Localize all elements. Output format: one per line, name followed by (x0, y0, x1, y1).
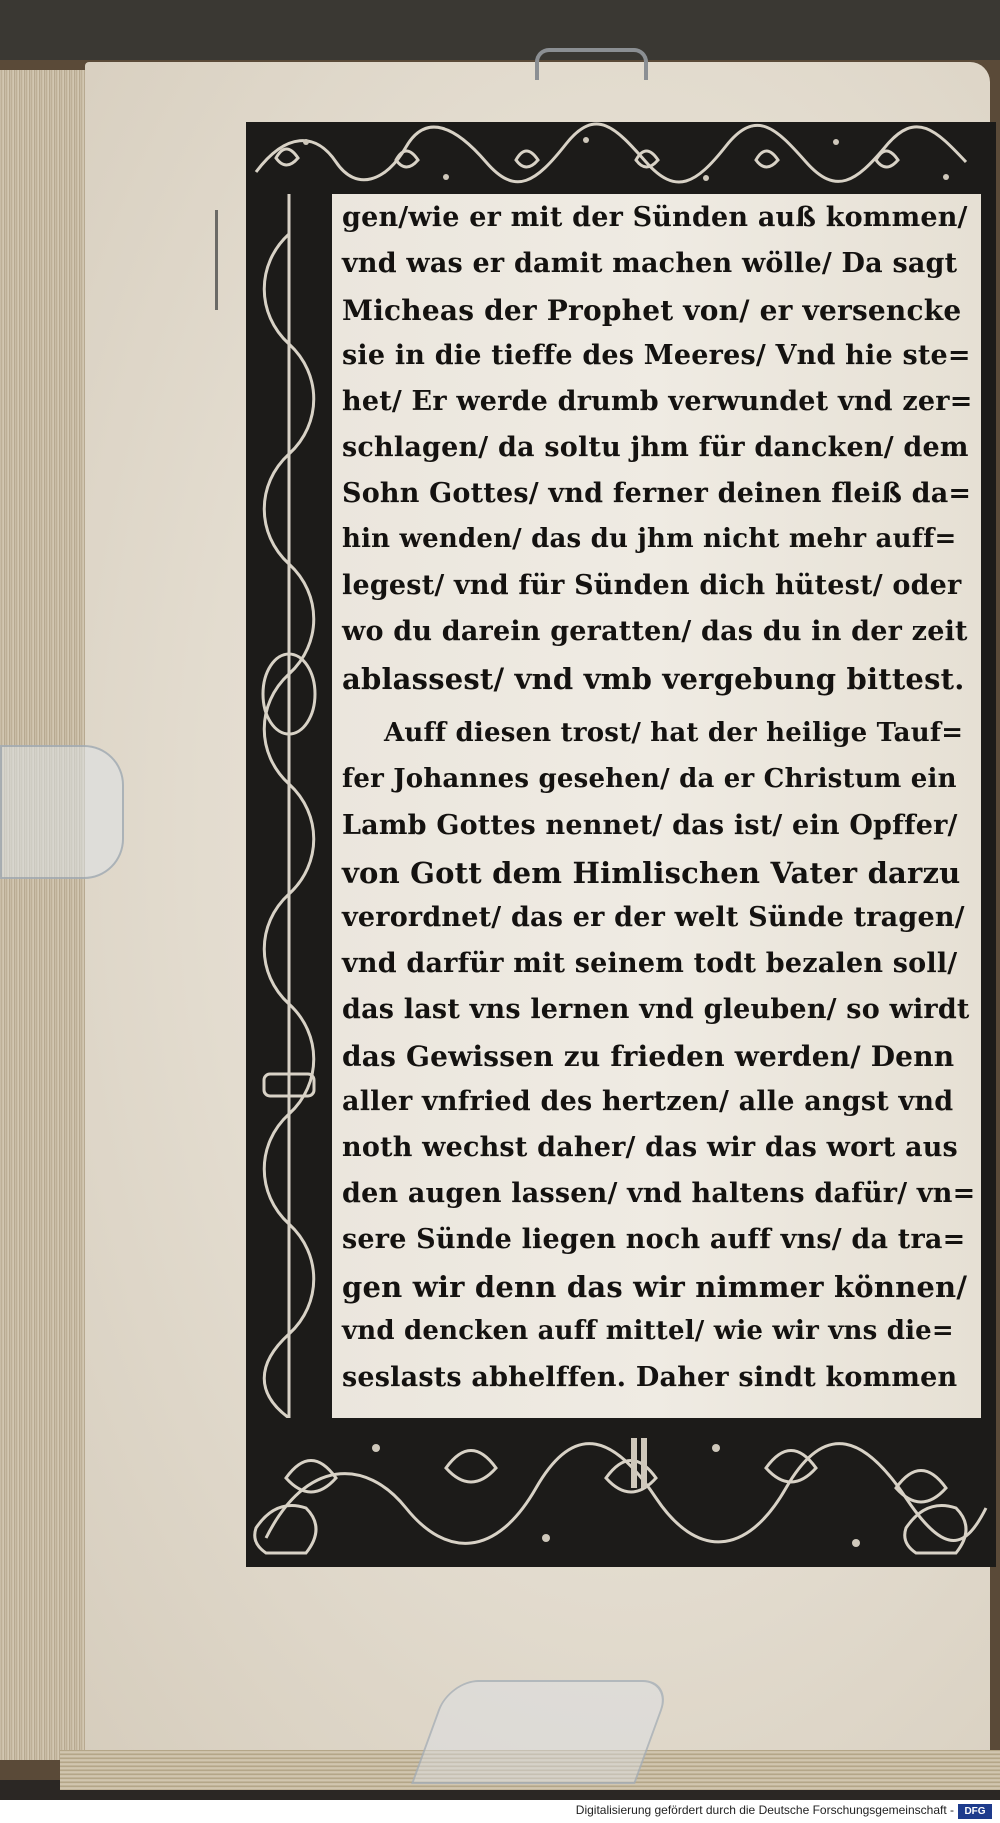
text-line-4: sie in die tieffe des Meeres/ Vnd hie ste= (342, 340, 971, 371)
text-line-19: das Gewissen zu frieden werden/ Denn (342, 1040, 955, 1073)
text-line-6: schlagen/ da soltu jhm für dancken/ dem (342, 432, 969, 463)
text-line-26: seslasts abhelffen. Daher sindt kommen (342, 1362, 958, 1393)
text-line-1: gen/wie er mit der Sünden auß kommen/ (342, 202, 968, 233)
ornamental-frame (246, 122, 996, 1567)
text-line-11: ablassest/ vnd vmb vergebung bittest. (342, 662, 965, 696)
text-line-22: den augen lassen/ vnd haltens dafür/ vn= (342, 1178, 976, 1209)
text-line-8: hin wenden/ das du jhm nicht mehr auff= (342, 524, 957, 554)
page-clip-top (535, 48, 648, 80)
digitization-credit: Digitalisierung gefördert durch die Deutsche Forschungsgemeinschaft - (575, 1803, 954, 1817)
page-stack-edge (0, 70, 95, 1760)
ornament-bottom-border (246, 1418, 996, 1567)
text-line-7: Sohn Gottes/ vnd ferner deinen fleiß da= (342, 478, 972, 509)
text-line-17: vnd darfür mit seinem todt bezalen soll/ (342, 948, 958, 979)
text-line-24: gen wir denn das wir nimmer können/ (342, 1270, 968, 1304)
text-line-5: het/ Er werde drumb verwundet vnd zer= (342, 386, 973, 417)
text-line-21: noth wechst daher/ das wir das wort aus (342, 1132, 958, 1163)
text-line-12: Auff diesen trost/ hat der heilige Tauf= (384, 718, 964, 748)
text-line-10: wo du darein geratten/ das du in der zeit (342, 616, 968, 647)
text-line-23: sere Sünde liegen noch auff vns/ da tra= (342, 1224, 966, 1255)
text-block (332, 194, 981, 1418)
text-line-2: vnd was er damit machen wölle/ Da sagt (342, 248, 958, 279)
dfg-logo: DFG (958, 1804, 992, 1819)
text-line-3: Micheas der Prophet von/ er versencke (342, 294, 962, 327)
text-line-16: verordnet/ das er der welt Sünde tragen/ (342, 902, 965, 933)
text-line-13: fer Johannes gesehen/ da er Christum ein (342, 764, 957, 794)
ornament-top-border (246, 122, 996, 194)
text-line-20: aller vnfried des hertzen/ alle angst vnd (342, 1086, 954, 1117)
text-line-9: legest/ vnd für Sünden dich hütest/ oder (342, 570, 962, 601)
text-line-25: vnd dencken auff mittel/ wie wir vns die= (342, 1316, 954, 1346)
transparent-page-holder-bottom (411, 1680, 673, 1784)
page-margin-mark (215, 210, 218, 310)
text-line-18: das last vns lernen vnd gleuben/ so wirdt (342, 994, 970, 1025)
text-line-14: Lamb Gottes nennet/ das ist/ ein Opffer/ (342, 810, 958, 841)
ornament-left-border (246, 194, 332, 1418)
text-line-15: von Gott dem Himlischen Vater darzu (342, 856, 961, 890)
ornament-right-border (981, 194, 996, 1418)
transparent-page-holder-left (0, 745, 124, 879)
